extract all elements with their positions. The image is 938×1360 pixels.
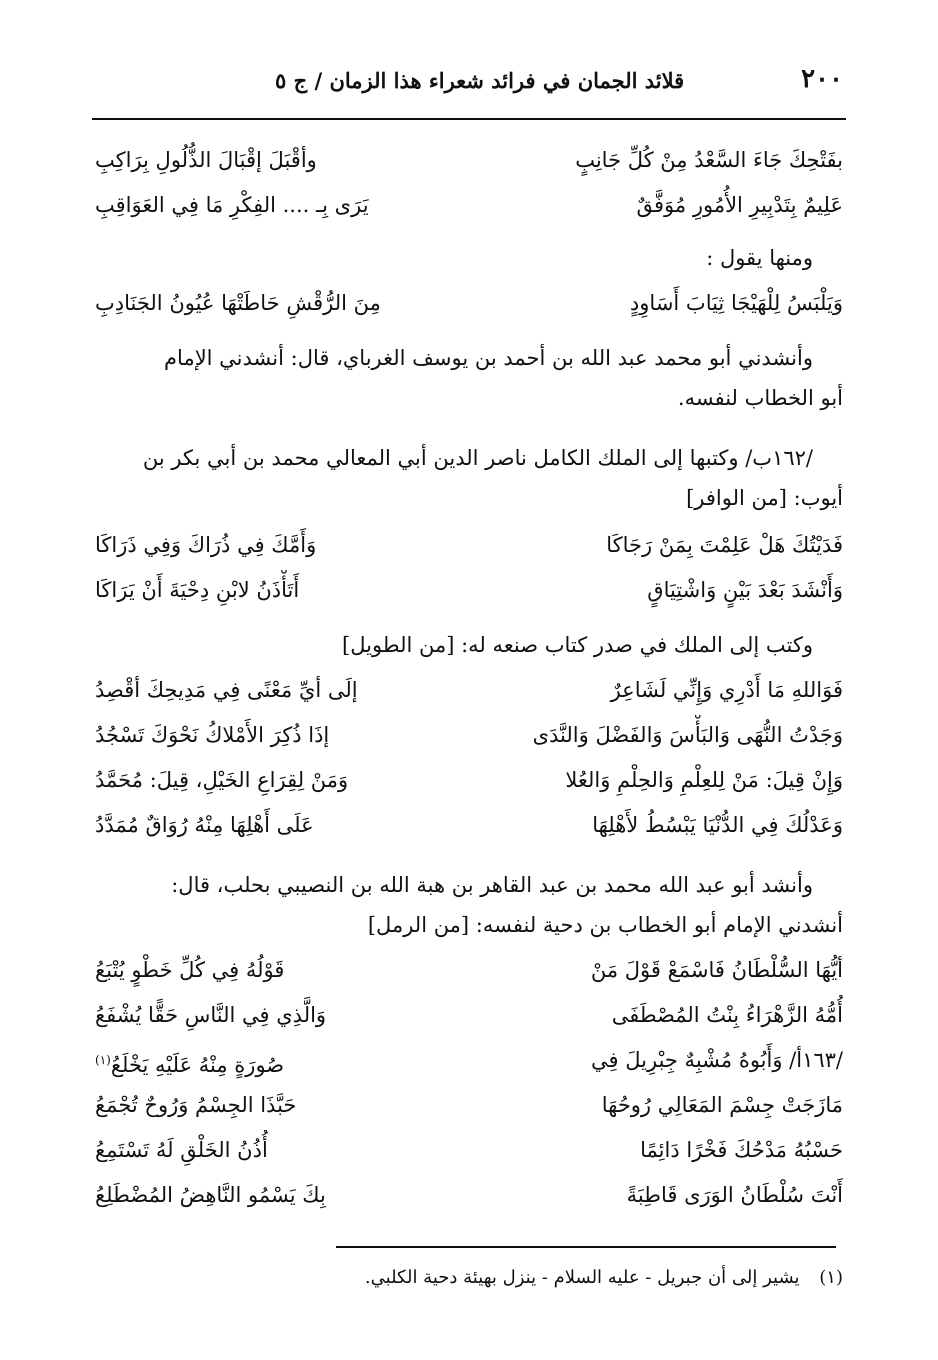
verse-line <box>95 715 843 755</box>
verse-line <box>95 805 843 845</box>
verse-first-hemistich: أَنْتَ سُلْطَانُ الوَرَى قَاطِبَةً <box>626 1183 843 1207</box>
verse-line <box>95 185 843 225</box>
verse-second-hemistich: قَوْلُهُ فِي كُلِّ خَطْوٍ يُتْبَعُ <box>95 958 285 982</box>
verse-first-hemistich: بفَتْحِكَ جَاءَ السَّعْدُ مِنْ كُلِّ جَانِبٍ <box>575 148 843 172</box>
verse-second-hemistich: عَلَى أَهْلِهَا مِنْهُ رُوَاقٌ مُمَدَّدُ <box>95 813 314 837</box>
verse-line <box>95 1175 843 1215</box>
verse-second-hemistich: مِنَ الرُّقْشِ حَاطَتْهَا عُيُونُ الجَنَادِبِ <box>95 291 381 315</box>
verse-first-hemistich: أُمُّهُ الزَّهْرَاءُ بِنْتُ المُصْطَفَى <box>611 1003 843 1027</box>
prose-line: وأنشدني أبو محمد عبد الله بن أحمد بن يوسف الغرباي، قال: أنشدني الإمام <box>164 346 813 370</box>
footnote <box>95 1263 843 1293</box>
verse-second-hemistich: أُذُنُ الخَلْقِ لَهُ تَسْتَمِعُ <box>95 1138 268 1162</box>
verse-line <box>95 570 843 610</box>
intro-text: ومنها يقول : <box>706 246 813 270</box>
verse-line <box>95 1040 843 1080</box>
verse-first-hemistich: وَجَدْتُ النُّهَى وَالبَأْسَ وَالفَضْلَ وَالنَّدَى <box>532 723 843 747</box>
verse-line <box>95 525 843 565</box>
verse-first-hemistich: /١٦٣أ/ وَأَبُوهُ مُشْبِهٌ جِبْرِيلَ فِي <box>591 1048 843 1072</box>
footnote-marker: (١) <box>819 1267 843 1288</box>
page-header <box>95 62 843 106</box>
footnote-reference[interactable]: (١) <box>95 1053 111 1067</box>
verse-second-hemistich: وَمَنْ لِقِرَاعِ الخَيْلِ، قِيلَ: مُحَمَّدُ <box>95 768 349 792</box>
prose-line: أيوب: [من الوافر] <box>686 486 843 510</box>
verse-first-hemistich: وَأَنْشَدَ بَعْدَ بَيْنٍ وَاشْتِيَاقٍ <box>647 578 843 602</box>
verse-line <box>95 950 843 990</box>
prose-line: أنشدني الإمام أبو الخطاب بن دحية لنفسه: [من الرمل] <box>367 913 843 937</box>
hemistich-text: صُورَةٍ مِنْهُ عَلَيْهِ يَخْلَعُ <box>110 1053 285 1077</box>
prose-paragraph <box>95 438 843 518</box>
prose-line: أبو الخطاب لنفسه. <box>677 386 843 410</box>
verse-line <box>95 140 843 180</box>
verse-line <box>95 1130 843 1170</box>
verse-second-hemistich: إلَى أيِّ مَعْنًى فِي مَدِيحِكَ أقْصِدُ <box>95 678 358 702</box>
verse-second-hemistich: وأقْبَلَ إقْبَالَ الذُّلُولِ بِرَاكِبِ <box>95 148 317 172</box>
verse-first-hemistich: مَازَجَتْ جِسْمَ المَعَالِي رُوحُهَا <box>601 1093 843 1117</box>
intro-line <box>95 238 843 278</box>
verse-line <box>95 760 843 800</box>
verse-line <box>95 670 843 710</box>
footnote-rule <box>336 1246 836 1248</box>
verse-second-hemistich: بِكَ يَسْمُو النَّاهِضُ المُضْطَلِعُ <box>95 1183 326 1207</box>
footnote-text: يشير إلى أن جبريل - عليه السلام - ينزل بهيئة دحية الكلبي. <box>364 1267 800 1288</box>
prose-paragraph <box>95 338 843 418</box>
verse-first-hemistich: فَدَيْتُكَ هَلْ عَلِمْتَ بِمَنْ رَجَاكَا <box>606 533 843 557</box>
verse-first-hemistich: أيُّهَا السُّلْطَانُ فَاسْمَعْ قَوْلَ مَنْ <box>590 958 843 982</box>
verse-first-hemistich: حَسْبُهُ مَدْحُكَ فَخْرًا دَائِمًا <box>640 1138 843 1162</box>
intro-line <box>95 625 843 665</box>
verse-second-hemistich: يَرَى بِـ .... الفِكْرِ مَا فِي العَوَاقِبِ <box>95 193 369 217</box>
verse-second-hemistich: وَأَمَّكَ فِي ذُرَاكَ وَفِي ذَرَاكَا <box>95 533 317 557</box>
verse-line <box>95 995 843 1035</box>
verse-first-hemistich: وَيَلْبَسُ لِلْهَيْجَا ثِيَابَ أَسَاوِدٍ <box>629 291 843 315</box>
prose-paragraph <box>95 865 843 945</box>
verse-line <box>95 1085 843 1125</box>
verse-line <box>95 283 843 323</box>
prose-line: وأنشد أبو عبد الله محمد بن عبد القاهر بن هبة الله بن النصيبي بحلب، قال: <box>171 873 813 897</box>
intro-text: وكتب إلى الملك في صدر كتاب صنعه له: [من الطويل] <box>342 633 813 657</box>
verse-first-hemistich: عَلِيمٌ بِتَدْبِيرِ الأُمُورِ مُوَفَّقٌ <box>636 193 843 217</box>
verse-first-hemistich: وَعَدْلُكَ فِي الدُّنْيَا يَبْسُطُ لأَهْلِهَا <box>592 813 843 837</box>
verse-second-hemistich: حَبَّذَا الجِسْمُ وَرُوحٌ تُجْمَعُ <box>95 1093 297 1117</box>
verse-second-hemistich: وَالَّذِي فِي النَّاسِ حَقًّا يُشْفَعُ <box>95 1003 327 1027</box>
running-title: قلائد الجمان في فرائد شعراء هذا الزمان / ج ٥ <box>275 68 685 93</box>
verse-second-hemistich: إذَا ذُكِرَ الأَمْلاكُ نَحْوَكَ تَسْجُدُ <box>95 723 330 747</box>
verse-first-hemistich: وَإِنْ قِيلَ: مَنْ لِلعِلْمِ وَالحِلْمِ وَالعُلا <box>565 768 843 792</box>
prose-line: /١٦٢ب/ وكتبها إلى الملك الكامل ناصر الدين أبي المعالي محمد بن أبي بكر بن <box>142 446 813 470</box>
verse-first-hemistich: فَوَاللهِ مَا أَدْرِي وَإِنِّي لَشَاعِرٌ <box>610 678 843 702</box>
header-rule <box>92 118 846 120</box>
page-number: ٢٠٠ <box>801 64 843 94</box>
verse-second-hemistich <box>95 1040 440 1085</box>
verse-second-hemistich: أَتَأْذَنُ لابْنِ دِحْيَةَ أَنْ يَرَاكَا <box>95 578 300 602</box>
